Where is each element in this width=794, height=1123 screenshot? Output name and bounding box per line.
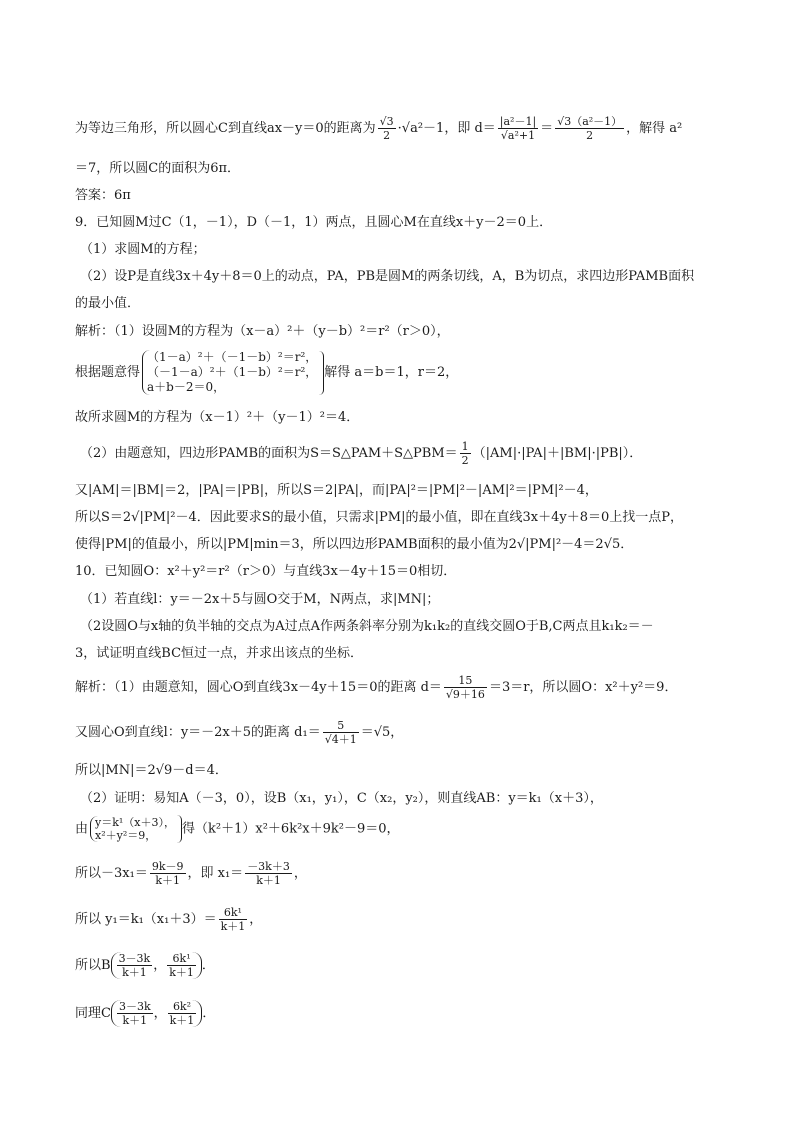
equation: x²＋y²＝9， bbox=[95, 829, 157, 842]
text: 又圆心O到直线l：y＝－2x＋5的距离 d₁＝ bbox=[75, 725, 321, 740]
denominator: k＋1 bbox=[155, 874, 180, 887]
text: 为等边三角形，所以圆心C到直线ax－y＝0的距离为 bbox=[75, 121, 376, 136]
text: ， bbox=[293, 866, 307, 881]
text-line-3: 答案：6π bbox=[75, 188, 131, 203]
text-line-23 bbox=[75, 815, 400, 843]
text-line-24 bbox=[75, 860, 307, 887]
denominator: √a²+1 bbox=[500, 129, 536, 142]
text: （|AM|·|PA|＋|BM|·|PB|）． bbox=[472, 446, 643, 461]
text-line-14: 使得|PM|的值最小，所以|PM|min＝3，所以四边形PAMB面积的最小值为2√|PM|²－4＝2√5． bbox=[75, 537, 634, 552]
equation: （1－a）²＋（－1－b）²＝r²， bbox=[147, 350, 318, 364]
text: ·√a²－1，即 d＝ bbox=[397, 121, 496, 136]
denominator: 2 bbox=[383, 129, 391, 142]
text: ，即 x₁＝ bbox=[187, 866, 244, 881]
denominator: k＋1 bbox=[122, 1014, 148, 1027]
equation-system bbox=[90, 816, 175, 842]
fraction bbox=[323, 719, 359, 746]
numerator: 15 bbox=[444, 674, 487, 688]
text-line-9 bbox=[75, 350, 458, 395]
equation: （－1－a）²＋（1－b）²＝r²， bbox=[147, 365, 318, 379]
equation: y＝k¹（x＋3）， bbox=[95, 816, 176, 829]
text: ，解得 a² bbox=[626, 121, 683, 136]
numerator: 6k¹ bbox=[167, 952, 196, 966]
numerator: 5 bbox=[323, 719, 359, 733]
parenthesized-coordinates bbox=[111, 1000, 202, 1027]
text-line-8: 解析：（1）设圆M的方程为（x－a）²＋（y－b）²＝r²（r＞0）， bbox=[75, 324, 450, 339]
denominator: √9＋16 bbox=[445, 688, 485, 701]
denominator: 2 bbox=[461, 454, 469, 467]
denominator: k＋1 bbox=[256, 874, 281, 887]
text: 得（k²＋1）x²＋6k²x＋9k²－9＝0， bbox=[182, 821, 400, 837]
numerator: 6k² bbox=[168, 1000, 197, 1014]
text: ＝√5， bbox=[360, 725, 404, 740]
denominator: k＋1 bbox=[169, 1014, 195, 1027]
numerator: －3k＋3 bbox=[247, 860, 290, 873]
numerator: √3（a²－1） bbox=[557, 115, 623, 128]
text: 所以B bbox=[75, 958, 111, 973]
text: 同理C bbox=[75, 1006, 111, 1021]
fraction bbox=[460, 440, 471, 467]
text-line-4: 9．已知圆M过C（1，－1），D（－1，1）两点，且圆心M在直线x＋y－2＝0上． bbox=[75, 215, 553, 230]
denominator: √4＋1 bbox=[324, 733, 357, 746]
fraction bbox=[555, 115, 624, 142]
fraction bbox=[219, 906, 248, 933]
text: 根据题意得 bbox=[75, 365, 141, 380]
text-line-10: 故所求圆M的方程为（x－1）²＋（y－1）²＝4． bbox=[75, 410, 360, 425]
fraction bbox=[444, 674, 487, 701]
equation-system bbox=[142, 350, 317, 395]
text: 由 bbox=[75, 821, 89, 837]
text-line-19 bbox=[75, 674, 677, 701]
text-line-5: （1）求圆M的方程； bbox=[80, 242, 206, 257]
fraction bbox=[378, 115, 396, 142]
text-line-26 bbox=[75, 952, 215, 979]
denominator: k＋1 bbox=[220, 920, 246, 933]
text: （2）由题意知，四边形PAMB的面积为S＝S△PAM＋S△PBM＝ bbox=[80, 446, 458, 461]
text-line-17: （2设圆O与x轴的负半轴的交点为A过点A作两条斜率分别为k₁k₂的直线交圆O于B,C两点且k₁k₂＝－ bbox=[80, 619, 654, 634]
denominator: k＋1 bbox=[122, 966, 147, 979]
text: 所以－3x₁＝ bbox=[75, 866, 148, 881]
fraction bbox=[498, 115, 538, 142]
text-line-20 bbox=[75, 719, 403, 746]
numerator: 3－3k bbox=[118, 1000, 151, 1013]
equation: a＋b－2＝0， bbox=[147, 380, 226, 394]
text: 所以 y₁＝k₁（x₁＋3）＝ bbox=[75, 912, 217, 927]
text: ． bbox=[202, 1006, 216, 1021]
text-line-2: ＝7，所以圆C的面积为6π． bbox=[75, 161, 241, 176]
text-line-21: 所以|MN|＝2√9－d＝4． bbox=[75, 763, 228, 778]
fraction bbox=[168, 1000, 197, 1027]
text-line-22: （2）证明：易知A（－3，0），设B（x₁，y₁），C（x₂，y₂），则直线AB：y＝k₁（x＋3）， bbox=[80, 791, 603, 806]
fraction bbox=[117, 952, 153, 979]
text-line-15: 10．已知圆O：x²＋y²＝r²（r＞0）与直线3x－4y＋15＝0相切． bbox=[75, 564, 457, 579]
numerator: √3 bbox=[379, 115, 394, 128]
text-line-7: 的最小值． bbox=[75, 296, 141, 311]
text-line-18: 3，试证明直线BC恒过一点，并求出该点的坐标． bbox=[75, 646, 364, 661]
text-line-16: （1）若直线l：y＝－2x＋5与圆O交于M，N两点，求|MN|； bbox=[80, 592, 440, 607]
parenthesized-coordinates bbox=[111, 952, 202, 979]
text: ＝ bbox=[540, 121, 554, 136]
numerator: |a²－1| bbox=[499, 115, 537, 128]
fraction bbox=[150, 860, 186, 887]
fraction bbox=[167, 952, 196, 979]
fraction bbox=[245, 860, 292, 887]
text: ， bbox=[249, 912, 263, 927]
text-line-13: 所以S＝2√|PM|²－4．因此要求S的最小值，只需求|PM|的最小值，即在直线3x＋4y＋8＝0上找一点P， bbox=[75, 510, 683, 525]
numerator: 6k¹ bbox=[219, 906, 248, 920]
text: ＝3＝r，所以圆O：x²＋y²＝9． bbox=[488, 680, 678, 695]
text-line-12: 又|AM|＝|BM|＝2，|PA|＝|PB|，所以S＝2|PA|，而|PA|²＝|PM|²－|AM|²＝|PM|²－4， bbox=[75, 483, 598, 498]
text-line-6: （2）设P是直线3x＋4y＋8＝0上的动点，PA，PB是圆M的两条切线，A，B为切点，求四边形PAMB面积 bbox=[80, 269, 695, 284]
numerator: 9k－9 bbox=[151, 860, 184, 873]
text-line-11 bbox=[80, 440, 642, 467]
text: 解得 a＝b＝1，r＝2， bbox=[324, 365, 459, 380]
text-line-1 bbox=[75, 115, 682, 142]
denominator: 2 bbox=[586, 129, 594, 142]
denominator: k＋1 bbox=[169, 966, 194, 979]
fraction bbox=[117, 1000, 153, 1027]
separator: ， bbox=[153, 958, 167, 973]
text-line-27 bbox=[75, 1000, 215, 1027]
text-line-25 bbox=[75, 906, 262, 933]
separator: ， bbox=[153, 1006, 167, 1021]
text: ． bbox=[201, 958, 215, 973]
numerator: 3－3k bbox=[118, 952, 151, 965]
numerator: 1 bbox=[461, 440, 469, 453]
text: 解析：（1）由题意知，圆心O到直线3x－4y＋15＝0的距离 d＝ bbox=[75, 680, 442, 695]
